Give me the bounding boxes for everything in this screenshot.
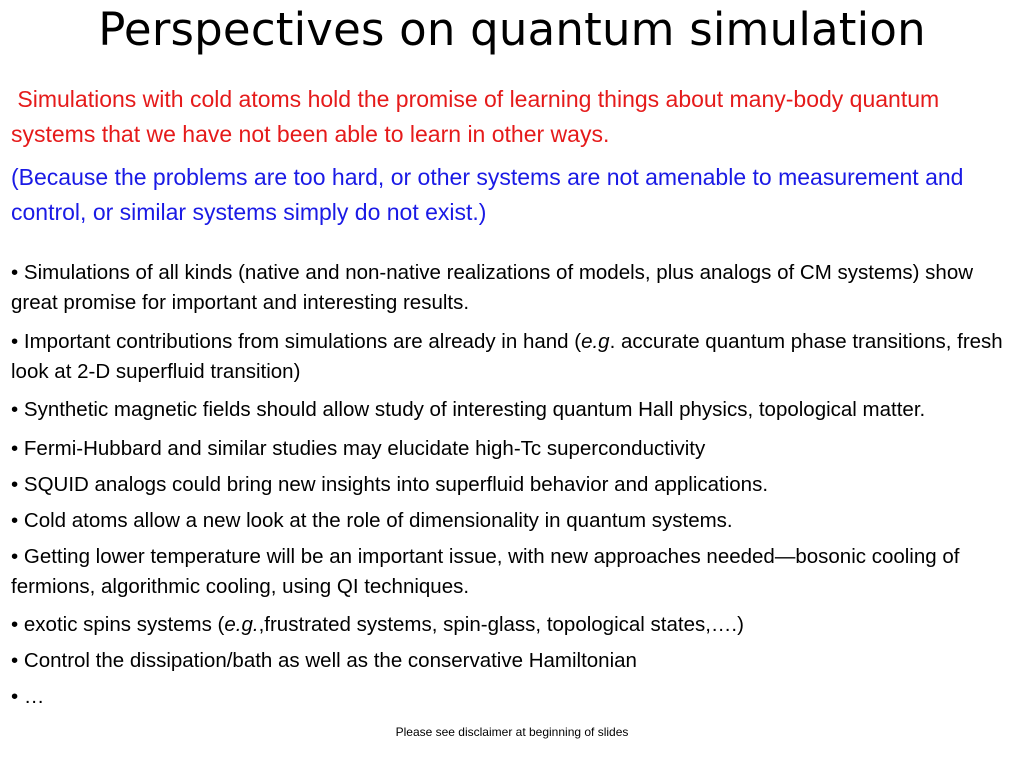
bullet-marker: • (11, 649, 19, 672)
intro-statement-text: Simulations with cold atoms hold the promise of learning things about many-body quantum systems that we have not been able to learn in other ways. (11, 86, 940, 147)
bullet-text: Control the dissipation/bath as well as the conservative Hamiltonian (23, 649, 637, 672)
intro-parenthetical: (Because the problems are too hard, or other systems are not amenable to measurement and control, or similar systems simply do not exist.) (11, 164, 964, 225)
footer-disclaimer: Please see disclaimer at beginning of slides (395, 725, 629, 739)
bullet-item (11, 682, 1006, 712)
bullet-marker: • (11, 685, 19, 708)
slide-title: Perspectives on quantum simulation (98, 3, 926, 56)
bullet-text: Simulations of all kinds (native and non-native realizations of models, plus analogs of CM systems) show great promise for important and interesting results. (11, 261, 974, 314)
bullet-text-emphasis: e.g. (224, 613, 259, 636)
bullet-marker: • (11, 261, 19, 284)
bullet-text: SQUID analogs could bring new insights into superfluid behavior and applications. (23, 472, 769, 496)
bullet-marker: • (11, 508, 19, 532)
bullet-text: Fermi-Hubbard and similar studies may elucidate high-Tc superconductivity (23, 436, 706, 460)
bullet-text-end: . accurate quantum phase transitions, fresh look at 2-D superfluid transition) (11, 329, 1003, 383)
bullet-text-start: exotic spins systems ( (23, 613, 225, 636)
bullet-item (11, 395, 1006, 425)
bullet-item (11, 506, 1006, 536)
bullet-item (11, 646, 1006, 676)
bullet-text-start: Important contributions from simulations are already in hand ( (23, 329, 582, 353)
bullet-item (11, 610, 1006, 640)
bullet-text-emphasis: e.g (581, 329, 610, 353)
bullet-text: … (23, 685, 45, 708)
bullet-text-end: ,frustrated systems, spin-glass, topological states,….) (258, 613, 744, 636)
bullet-marker: • (11, 544, 19, 568)
bullet-marker: • (11, 398, 19, 421)
bullet-text: Getting lower temperature will be an important issue, with new approaches needed—bosonic cooling of fermions, algorithmic cooling, using QI techniques. (11, 544, 960, 598)
bullet-text: Cold atoms allow a new look at the role of dimensionality in quantum systems. (23, 508, 733, 532)
bullet-marker: • (11, 329, 19, 353)
bullet-item (11, 258, 1006, 318)
bullet-item (11, 542, 1006, 602)
bullet-list (11, 258, 1006, 718)
intro-statement (11, 82, 1001, 152)
bullet-marker: • (11, 613, 19, 636)
bullet-item (11, 434, 1006, 464)
bullet-item (11, 470, 1006, 500)
bullet-item (11, 327, 1006, 387)
bullet-text: Synthetic magnetic fields should allow study of interesting quantum Hall physics, topological matter. (23, 398, 926, 421)
bullet-marker: • (11, 436, 19, 460)
bullet-marker: • (11, 472, 19, 496)
